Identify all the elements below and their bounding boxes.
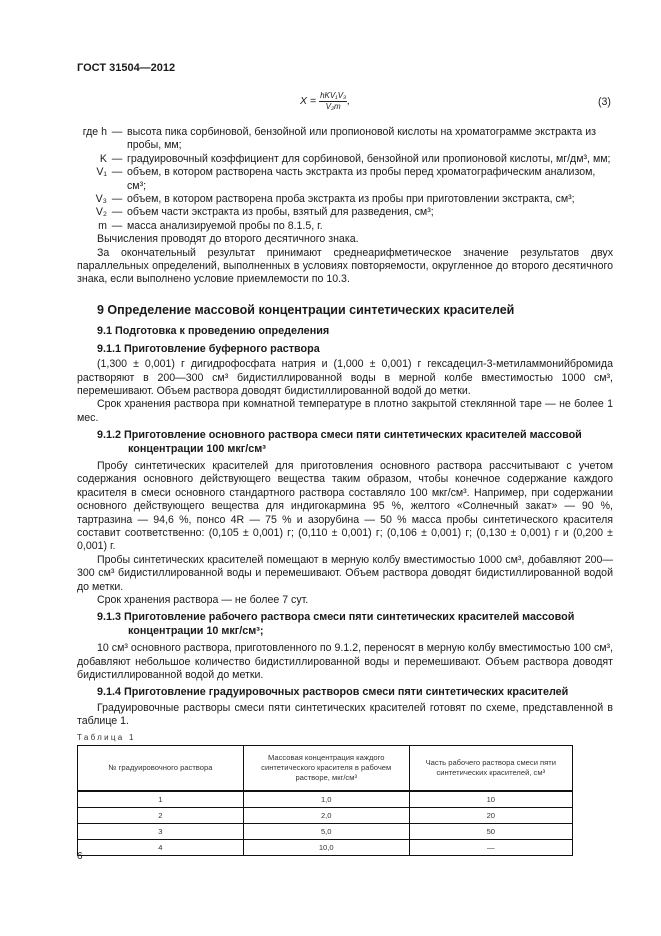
formula-denominator: V₂m: [325, 102, 341, 111]
document-header: ГОСТ 31504—2012: [77, 62, 176, 74]
table-cell: 1: [78, 791, 244, 808]
definition-text: объем части экстракта из пробы, взятый для разведения, см³;: [127, 206, 434, 219]
paragraph: Пробу синтетических красителей для приготовления основного раствора рассчитывают с учетом содержания основного действующего вещества таким образом, чтобы конечное содержание каждого красителя в смеси основного стандартного раствора составляло 100 мкг/см³. Например, при содержании основного действующего вещества для индигокармина 95 %, желтого «Солнечный закат» — 90 %, тартразина — 94,6 %, понсо 4R — 75 % и азорубина — 50 % масса пробы синтетического красителя составит соответственно: (0,105 ± 0,001) г; (0,110 ± 0,001) г; (0,106 ± 0,001) г; (0,130 ± 0,001) г и (0,200 ± 0,001) г.: [77, 459, 613, 553]
table-cell: 50: [409, 824, 572, 840]
definition-symbol: V₃: [95, 193, 107, 206]
table-cell: 3: [78, 824, 244, 840]
table-header-cell: № градуировочного раствора: [78, 746, 244, 792]
subsection-heading-9-1-4: 9.1.4 Приготовление градуировочных растворов смеси пяти синтетических красителей: [97, 686, 569, 699]
subsection-heading-9-1-2: 9.1.2 Приготовление основного раствора смеси пяти синтетических красителей массовой концентрации 100 мкг/см³: [97, 429, 582, 455]
definition-text: объем, в котором растворена проба экстракта из пробы при приготовлении экстракта, см³;: [127, 193, 575, 206]
definition-item: V₁ — объем, в котором растворена часть экстракта из пробы перед хроматографическим анализом, см³;: [77, 166, 613, 193]
subsection-heading-9-1: 9.1 Подготовка к проведению определения: [97, 325, 330, 338]
definition-item: m — масса анализируемой пробы по 8.1.5, г.: [77, 220, 613, 233]
formula-numerator: hKV₁V₃: [320, 91, 347, 100]
table-header-cell: Часть рабочего раствора смеси пяти синтетических красителей, см³: [409, 746, 572, 792]
formula-3: [300, 91, 350, 112]
definition-symbol: V₂: [95, 206, 107, 219]
equation-number: (3): [598, 96, 611, 108]
table-cell: 5,0: [243, 824, 409, 840]
definition-text: объем, в котором растворена часть экстракта из пробы перед хроматографическим анализом, см³;: [127, 166, 596, 192]
document-body: [77, 126, 613, 729]
paragraph: Срок хранения раствора — не более 7 сут.: [97, 594, 309, 606]
table-row: [78, 824, 573, 840]
table-cell: 2: [78, 808, 244, 824]
paragraph: За окончательный результат принимают среднеарифметическое значение результатов двух параллельных определений, выполненных в условиях повторяемости, округленное до второго десятичного знака, если выполнено условие приемлемости по 10.3.: [77, 246, 613, 286]
calibration-table: [77, 745, 573, 856]
table-row: [78, 808, 573, 824]
table-cell: —: [409, 840, 572, 856]
formula-fraction: [319, 91, 347, 112]
table-header-row: [78, 746, 573, 792]
definition-text: масса анализируемой пробы по 8.1.5, г.: [127, 219, 323, 232]
definition-item: K — градуировочный коэффициент для сорбиновой, бензойной или пропионовой кислоты, мг/дм³, мм;: [77, 153, 613, 166]
table-row: [78, 840, 573, 856]
paragraph: Срок хранения раствора при комнатной температуре в плотно закрытой стеклянной таре — не более 1 мес.: [77, 398, 613, 424]
table-caption: Таблица 1: [77, 733, 136, 742]
subsection-heading-9-1-1: 9.1.1 Приготовление буферного раствора: [97, 342, 320, 355]
paragraph: Градуировочные растворы смеси пяти синтетических красителей готовят по схеме, представленной в таблице 1.: [77, 701, 613, 728]
subsection-heading-9-1-3: 9.1.3 Приготовление рабочего раствора смеси пяти синтетических красителей массовой концентрации 10 мкг/см³;: [97, 611, 575, 637]
definition-item: V₃ — объем, в котором растворена проба экстракта из пробы при приготовлении экстракта, см³;: [77, 193, 613, 206]
definition-item: где h — высота пика сорбиновой, бензойной или пропионовой кислоты на хроматограмме экстракта из пробы, мм;: [77, 126, 613, 153]
table-cell: 2,0: [243, 808, 409, 824]
paragraph: 10 см³ основного раствора, приготовленного по 9.1.2, переносят в мерную колбу вместимостью 100 см³, добавляют небольшое количество бидистиллированной воды и перемешивают. Объем раствора доводят бидистиллированной водой до метки.: [77, 642, 613, 682]
definition-text: градуировочный коэффициент для сорбиновой, бензойной или пропионовой кислоты, мг/дм³, мм;: [127, 152, 611, 165]
definitions-list: [77, 126, 613, 233]
section-heading-9: 9 Определение массовой концентрации синтетических красителей: [97, 302, 515, 317]
page-number: 6: [77, 851, 83, 862]
table-row: [78, 791, 573, 808]
definition-text: высота пика сорбиновой, бензойной или пропионовой кислоты на хроматограмме экстракта из пробы, мм;: [127, 126, 597, 152]
definition-symbol: m: [98, 219, 107, 232]
table-cell: 20: [409, 808, 572, 824]
table-cell: 1,0: [243, 791, 409, 808]
table-cell: 10,0: [243, 840, 409, 856]
table-header-cell: Массовая концентрация каждого синтетического красителя в рабочем растворе, мкг/см³: [243, 746, 409, 792]
table-cell: 4: [78, 840, 244, 856]
paragraph: (1,300 ± 0,001) г дигидрофосфата натрия и (1,000 ± 0,001) г гексадецил-3-метиламмонийбромида растворяют в 200—300 см³ бидистиллированной воды в мерной колбе вместимостью 1000 см³, перемешивают. Объем раствора доводят бидистиллированной водой до метки.: [77, 358, 613, 397]
definition-symbol: где h: [82, 126, 107, 138]
formula-lhs: X =: [300, 94, 317, 107]
table-cell: 10: [409, 791, 572, 808]
formula-tail: ,: [347, 94, 351, 107]
paragraph: Пробы синтетических красителей помещают в мерную колбу вместимостью 1000 см³, добавляют 200—300 см³ бидистиллированной воды и перемешивают. Объем раствора доводят бидистиллированной водой до метки.: [77, 553, 613, 593]
definition-item: V₂ — объем части экстракта из пробы, взятый для разведения, см³;: [77, 206, 613, 219]
paragraph: Вычисления проводят до второго десятичного знака.: [97, 233, 359, 246]
definition-symbol: V₁: [96, 166, 107, 179]
definition-symbol: K: [99, 152, 107, 165]
